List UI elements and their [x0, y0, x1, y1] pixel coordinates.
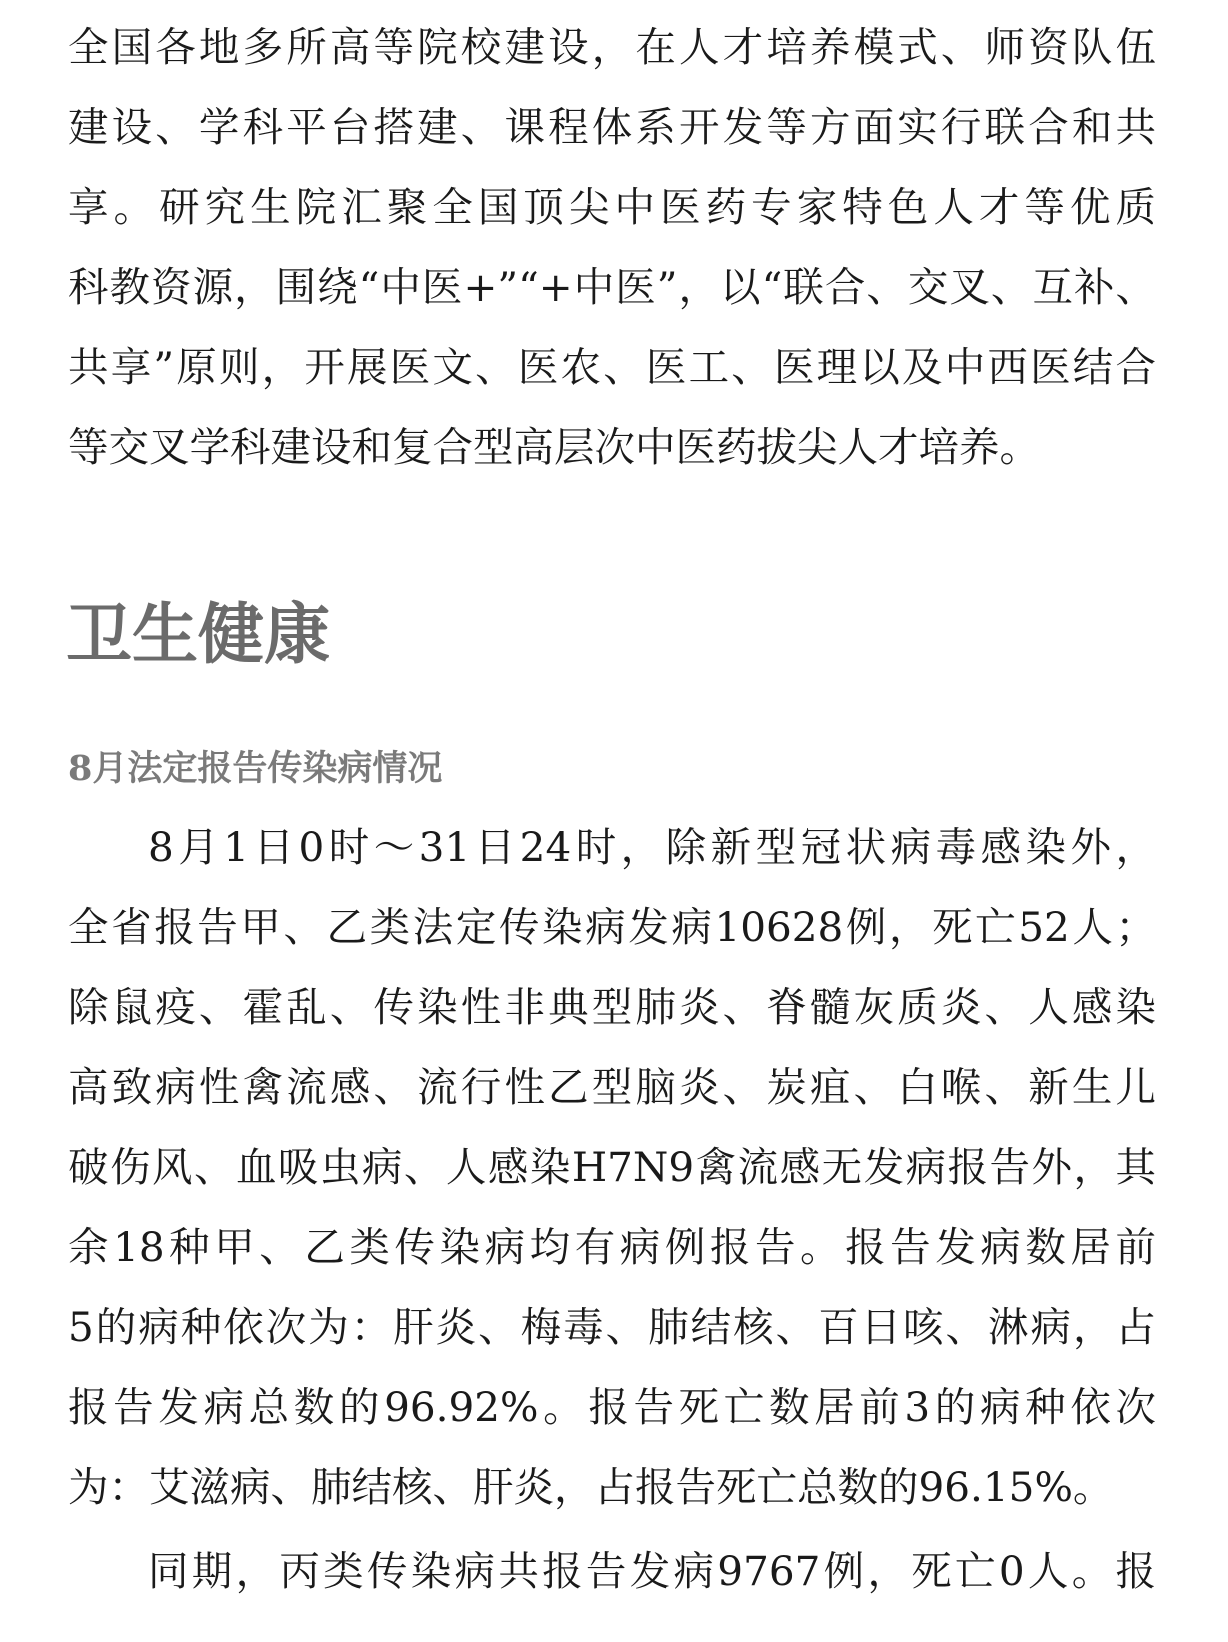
- paragraph-line: 建设、学科平台搭建、课程体系开发等方面实行联合和共: [68, 103, 1156, 151]
- paragraph-line: 科教资源，围绕“中医+”“+中医”，以“联合、交叉、互补、: [68, 263, 1156, 311]
- paragraph-line: 共享”原则，开展医文、医农、医工、医理以及中西医结合: [68, 343, 1156, 391]
- section-title: 卫生健康: [66, 596, 330, 673]
- article-subtitle: 8月法定报告传染病情况: [68, 748, 443, 789]
- paragraph-line: 余18种甲、乙类传染病均有病例报告。报告发病数居前: [68, 1223, 1156, 1271]
- paragraph-line: 全国各地多所高等院校建设，在人才培养模式、师资队伍: [68, 23, 1156, 71]
- paragraph-line: 高致病性禽流感、流行性乙型脑炎、炭疽、白喉、新生儿: [68, 1063, 1156, 1111]
- paragraph-line: 等交叉学科建设和复合型高层次中医药拔尖人才培养。: [68, 423, 1040, 471]
- paragraph-line: 除鼠疫、霍乱、传染性非典型肺炎、脊髓灰质炎、人感染: [68, 983, 1156, 1031]
- paragraph-line: 同期，丙类传染病共报告发病9767例，死亡0人。报: [148, 1547, 1156, 1595]
- paragraph-line: 享。研究生院汇聚全国顶尖中医药专家特色人才等优质: [68, 183, 1156, 231]
- paragraph-line: 为：艾滋病、肺结核、肝炎，占报告死亡总数的96.15%。: [68, 1463, 1114, 1511]
- paragraph-line: 破伤风、血吸虫病、人感染H7N9禽流感无发病报告外，其: [68, 1143, 1156, 1191]
- paragraph-line: 报告发病总数的96.92%。报告死亡数居前3的病种依次: [68, 1383, 1156, 1431]
- paragraph-line: 8月1日0时～31日24时，除新型冠状病毒感染外，: [148, 823, 1156, 871]
- paragraph-line: 全省报告甲、乙类法定传染病发病10628例，死亡52人；: [68, 903, 1156, 951]
- paragraph-line: 5的病种依次为：肝炎、梅毒、肺结核、百日咳、淋病，占: [68, 1303, 1156, 1351]
